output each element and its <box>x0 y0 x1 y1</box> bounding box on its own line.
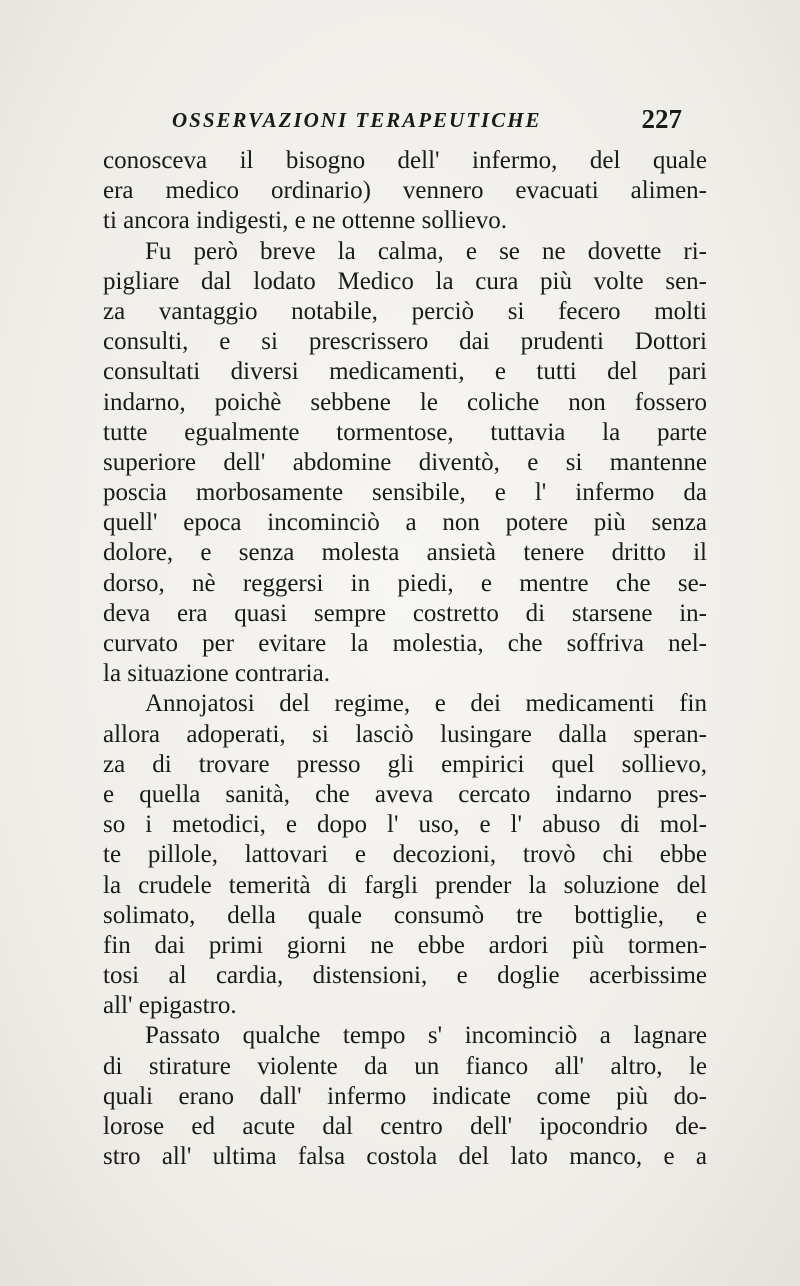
text-line: quell' epoca incominciò a non potere più senza <box>103 509 707 537</box>
text-line: superiore dell' abdomine diventò, e si mantenne <box>103 448 707 476</box>
text-line: di stirature violente da un fianco all' altro, le <box>103 1052 707 1080</box>
text-line: consulti, e si prescrissero dai prudenti Dottori <box>103 328 707 356</box>
text-line: curvato per evitare la molestia, che soffriva nel- <box>103 630 707 657</box>
page-number: 227 <box>641 104 682 134</box>
text-line: ti ancora indigesti, e ne ottenne sollievo. <box>103 207 508 235</box>
text-line: all' epigastro. <box>103 992 237 1020</box>
text-line: pigliare dal lodato Medico la cura più volte sen- <box>103 267 707 295</box>
text-line: la crudele temerità di fargli prender la soluzione del <box>103 871 707 899</box>
running-head <box>172 104 712 142</box>
paragraph-first-line: Fu però breve la calma, e se ne dovette ri- <box>145 237 707 265</box>
text-line: consultati diversi medicamenti, e tutti del pari <box>103 358 707 386</box>
text-line: za di trovare presso gli empirici quel sollievo, <box>103 750 707 778</box>
paragraph-first-line: Passato qualche tempo s' incominciò a lagnare <box>145 1022 707 1050</box>
text-line: era medico ordinario) vennero evacuati alimen- <box>103 177 707 205</box>
text-line: lorose ed acute dal centro dell' ipocondrio de- <box>103 1113 707 1140</box>
text-line: quali erano dall' infermo indicate come più do- <box>103 1082 707 1110</box>
text-line: poscia morbosamente sensibile, e l' infermo da <box>103 479 707 507</box>
text-line: indarno, poichè sebbene le coliche non fossero <box>103 388 707 416</box>
text-line: deva era quasi sempre costretto di starsene in- <box>103 599 707 627</box>
body-text <box>103 146 707 1172</box>
text-line: fin dai primi giorni ne ebbe ardori più tormen- <box>103 931 707 959</box>
text-line: dolore, e senza molesta ansietà tenere dritto il <box>103 539 707 567</box>
text-line: allora adoperati, si lasciò lusingare dalla speran- <box>103 720 707 748</box>
text-line: za vantaggio notabile, perciò si fecero molti <box>103 297 707 325</box>
text-line: te pillole, lattovari e decozioni, trovò chi ebbe <box>103 841 707 869</box>
text-line: solimato, della quale consumò tre bottiglie, e <box>103 901 707 929</box>
text-line: e quella sanità, che aveva cercato indarno pres- <box>103 780 707 808</box>
paragraph-first-line: Annojatosi del regime, e dei medicamenti fin <box>145 690 707 718</box>
text-line: conosceva il bisogno dell' infermo, del quale <box>103 147 707 174</box>
text-line: tosi al cardia, distensioni, e doglie acerbissime <box>103 962 707 990</box>
running-title: OSSERVAZIONI TERAPEUTICHE <box>172 108 542 132</box>
text-line: la situazione contraria. <box>103 660 330 688</box>
text-line: dorso, nè reggersi in piedi, e mentre che se- <box>103 569 707 597</box>
text-line: so i metodici, e dopo l' uso, e l' abuso di mol- <box>103 811 707 839</box>
text-line: tutte egualmente tormentose, tuttavia la parte <box>103 418 707 446</box>
text-line: stro all' ultima falsa costola del lato manco, e a <box>103 1143 707 1171</box>
